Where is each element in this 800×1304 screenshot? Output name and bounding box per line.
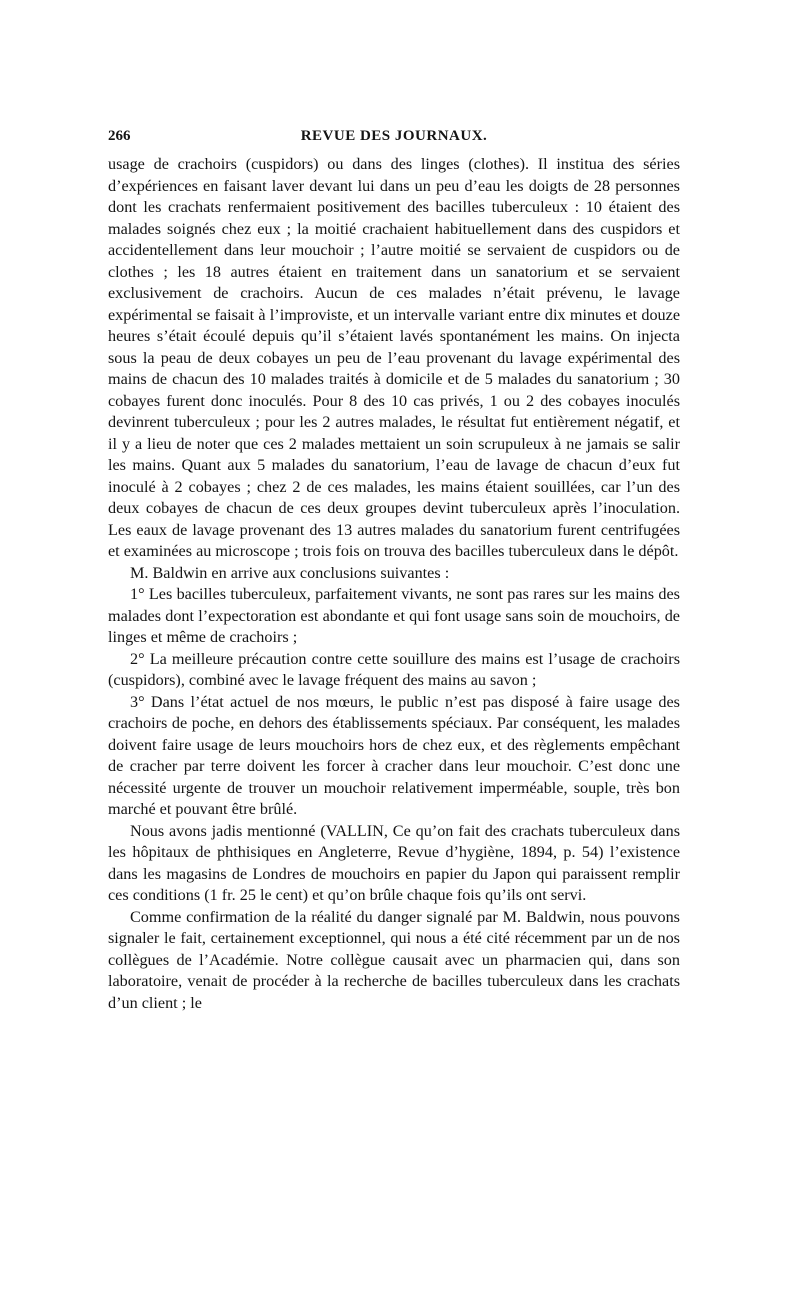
paragraph-conclusions-intro: M. Baldwin en arrive aux conclusions suivantes :	[130, 563, 450, 582]
paragraph-conclusion-2: 2° La meilleure précaution contre cette souillure des mains est l’usage de crachoirs (cuspidors), combiné avec le lavage fréquent des mains au savon ;	[108, 649, 680, 689]
page-number: 266	[108, 128, 131, 144]
paragraph-confirmation: Comme confirmation de la réalité du danger signalé par M. Baldwin, nous pouvons signaler le fait, certainement exceptionnel, qui nous a été cité récemment par un de nos collègues de l’Académie. Notre collègue causait avec un pharmacien qui, dans son laboratoire, venait de procéder à la recherche de bacilles tuberculeux dans les crachats d’un client ; le	[108, 907, 680, 1012]
paragraph-conclusion-1: 1° Les bacilles tuberculeux, parfaitement vivants, ne sont pas rares sur les mains des malades dont l’expectoration est abondante et qui font usage sans soin de mouchoirs, de linges et même de crachoirs ;	[108, 585, 680, 646]
document-page	[108, 128, 680, 1014]
page-header	[108, 128, 680, 154]
running-title: REVUE DES JOURNAUX.	[300, 128, 488, 144]
paragraph-conclusion-3: 3° Dans l’état actuel de nos mœurs, le public n’est pas disposé à faire usage des crachoirs de poche, en dehors des établissements spéciaux. Par conséquent, les malades doivent faire usage de leurs mouchoirs hors de chez eux, et des règlements empêchant de cracher par terre doivent les forcer à cracher dans leur mouchoir. C’est donc une nécessité urgente de trouver un mouchoir relativement imperméable, souple, très bon marché et pouvant être brûlé.	[108, 692, 680, 818]
paragraph-vallin-note: Nous avons jadis mentionné (VALLIN, Ce qu’on fait des crachats tuberculeux dans les hôpitaux de phthisiques en Angleterre, Revue d’hygiène, 1894, p. 54) l’existence dans les magasins de Londres de mouchoirs en papier du Japon qui paraissent remplir ces conditions (1 fr. 25 le cent) et qu’on brûle chaque fois qu’ils ont servi.	[108, 821, 680, 904]
body-text	[108, 154, 680, 1014]
paragraph-continuation: usage de crachoirs (cuspidors) ou dans des linges (clothes). Il institua des séries d’expériences en faisant laver devant lui dans un peu d’eau les doigts de 28 personnes dont les crachats renfermaient positivement des bacilles tuberculeux : 10 étaient des malades soignés chez eux ; la moitié crachaient habituellement dans des cuspidors et accidentellement dans leur mouchoir ; l’autre moitié se servaient de cuspidors ou de clothes ; les 18 autres étaient en traitement dans un sanatorium et se servaient exclusivement de crachoirs. Aucun de ces malades n’était prévenu, le lavage expérimental se faisait à l’improviste, et un intervalle variant entre dix minutes et douze heures s’était écoulé depuis qu’il s’étaient lavés spontanément les mains. On injecta sous la peau de deux cobayes un peu de l’eau provenant du lavage expérimental des mains de chacun des 10 malades traités à domicile et de 5 malades du sanatorium ; 30 cobayes furent donc inoculés. Pour 8 des 10 cas privés, 1 ou 2 des cobayes inoculés devinrent tuberculeux ; pour les 2 autres malades, le résultat fut entièrement négatif, et il y a lieu de noter que ces 2 malades mettaient un soin scrupuleux à ne jamais se salir les mains. Quant aux 5 malades du sanatorium, l’eau de lavage de chacun d’eux fut inoculé à 2 cobayes ; chez 2 de ces malades, les mains étaient souillées, car l’un des deux cobayes de chacun de ces deux groupes devint tuberculeux après l’inoculation. Les eaux de lavage provenant des 13 autres malades du sanatorium furent centrifugées et examinées au microscope ; trois fois on trouva des bacilles tuberculeux dans le dépôt.	[108, 155, 680, 560]
